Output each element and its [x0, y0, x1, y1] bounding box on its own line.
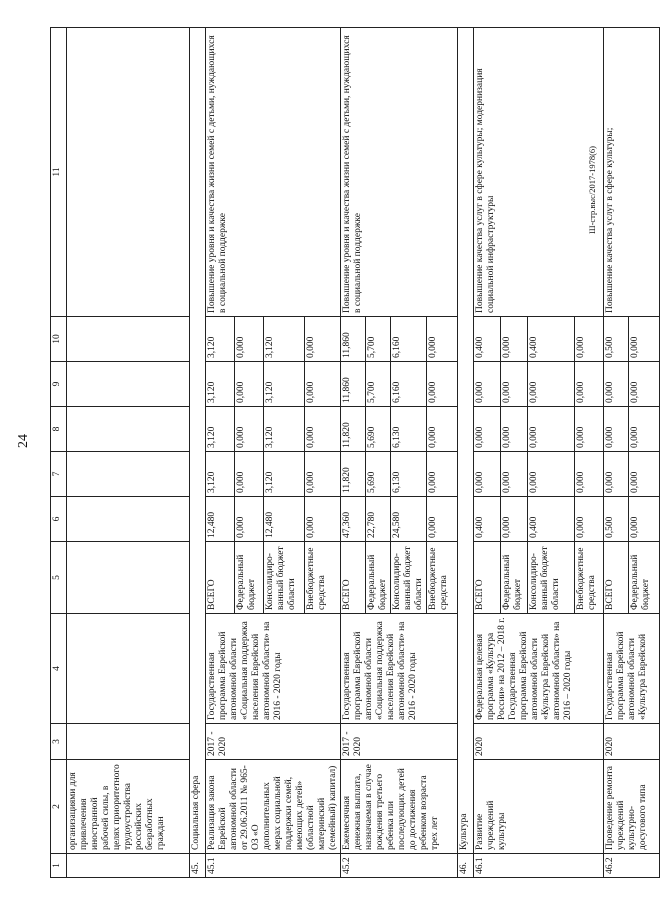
value-cell: 0,400	[528, 317, 575, 362]
item-period: 2017 - 2020	[341, 724, 458, 760]
value-cell: 0,000	[427, 497, 458, 542]
item-number: 45.1	[206, 854, 341, 878]
value-cell: 0,000	[629, 362, 660, 407]
header-cell: 5	[51, 542, 67, 614]
item-period: 2020	[474, 724, 604, 760]
value-cell: 0,000	[305, 317, 341, 362]
value-cell: 3,120	[206, 317, 235, 362]
value-cell: 0,000	[305, 452, 341, 497]
value-cell: 0,000	[474, 452, 501, 497]
funding-source: ВСЕГО	[206, 542, 235, 614]
value-cell: 0,000	[234, 497, 263, 542]
item-number: 45.2	[341, 854, 458, 878]
table-row	[604, 28, 629, 878]
value-cell: 0,000	[234, 317, 263, 362]
value-cell: 0,000	[474, 407, 501, 452]
budget-table	[50, 27, 660, 878]
value-cell: 0,400	[474, 497, 501, 542]
value-cell: 0,000	[427, 407, 458, 452]
value-cell: 3,120	[206, 407, 235, 452]
value-cell: 3,120	[206, 452, 235, 497]
funding-source: Федеральный бюджет	[501, 542, 528, 614]
value-cell: 0,000	[501, 362, 528, 407]
funding-source: Федеральный бюджет	[366, 542, 391, 614]
funding-source: Федеральный бюджет	[234, 542, 263, 614]
footer-document-code: Ш-стр.выс/2017-1978(6)	[587, 146, 598, 234]
header-cell: 2	[51, 760, 67, 854]
header-cell: 4	[51, 614, 67, 724]
item-name: Ежемесячная денежная выплата, назначаемая в случае рождения третьего ребенка или последующих детей до достижения ребенком возраста трех лет	[341, 760, 458, 854]
value-cell: 12,480	[263, 497, 305, 542]
item-number: 46.2	[604, 854, 660, 878]
section-title: Социальная сфера	[190, 28, 206, 854]
value-cell: 0,000	[427, 452, 458, 497]
value-cell: 0,500	[604, 317, 629, 362]
value-cell: 0,000	[234, 407, 263, 452]
value-cell: 0,000	[629, 317, 660, 362]
item-program: Федеральная целевая программа «Культура России» на 2012 – 2018 г. Государственная программа Еврейской автономной области «Культура Еврейской автономной области» на 2016 – 2020 годы	[474, 614, 604, 724]
value-cell: 11,860	[341, 362, 366, 407]
value-cell: 0,000	[629, 452, 660, 497]
value-cell: 6,160	[391, 362, 427, 407]
funding-source: Консолидиро-ванный бюджет области	[391, 542, 427, 614]
item-period: 2020	[604, 724, 660, 760]
value-cell: 6,160	[391, 317, 427, 362]
header-cell: 8	[51, 407, 67, 452]
value-cell: 0,000	[234, 362, 263, 407]
value-cell: 0,000	[575, 317, 604, 362]
section-title: Культура	[458, 28, 474, 854]
value-cell: 5,690	[366, 407, 391, 452]
value-cell: 0,000	[604, 452, 629, 497]
value-cell: 0,000	[575, 452, 604, 497]
item-number: 46.1	[474, 854, 604, 878]
value-cell: 0,000	[305, 362, 341, 407]
value-cell: 0,000	[528, 362, 575, 407]
value-cell: 0,000	[427, 362, 458, 407]
header-row	[51, 28, 67, 878]
header-cell: 3	[51, 724, 67, 760]
value-cell: 6,130	[391, 452, 427, 497]
value-cell: 6,130	[391, 407, 427, 452]
value-cell: 0,000	[427, 317, 458, 362]
value-cell: 0,000	[474, 362, 501, 407]
value-cell: 0,500	[604, 497, 629, 542]
table-row	[341, 28, 366, 878]
item-period: 2017 - 2020	[206, 724, 341, 760]
funding-source: ВСЕГО	[474, 542, 501, 614]
value-cell: 0,000	[604, 407, 629, 452]
item-name: Развитие учреждений культуры	[474, 760, 604, 854]
value-cell: 0,000	[629, 407, 660, 452]
header-cell: 6	[51, 497, 67, 542]
value-cell: 3,120	[206, 362, 235, 407]
expected-result: Повышение уровня и качества жизни семей с детьми, нуждающихся в социальной поддержке	[206, 28, 341, 317]
value-cell: 0,000	[575, 407, 604, 452]
section-row	[190, 28, 206, 878]
value-cell: 5,700	[366, 362, 391, 407]
value-cell: 0,000	[501, 452, 528, 497]
value-cell: 0,000	[528, 407, 575, 452]
value-cell: 0,000	[528, 452, 575, 497]
value-cell: 47,360	[341, 497, 366, 542]
expected-result: Повышение уровня и качества жизни семей с детьми, нуждающихся в социальной поддержке	[341, 28, 458, 317]
item-name: Реализация закона Еврейской автономной области от 29.06.2011 № 965-ОЗ «О дополнительных мерах социальной поддержки семей, имеющих детей» (областной материнский (семейный) капитал)	[206, 760, 341, 854]
value-cell: 3,120	[263, 362, 305, 407]
section-number: 45.	[190, 854, 206, 878]
value-cell: 0,000	[501, 317, 528, 362]
item-name: Проведение ремонта учреждений культурно-досугового типа	[604, 760, 660, 854]
expected-result: Повышение качества услуг в сфере культуры;	[604, 28, 660, 317]
value-cell: 0,000	[575, 362, 604, 407]
header-cell: 9	[51, 362, 67, 407]
table-row	[206, 28, 235, 878]
value-cell: 0,000	[234, 452, 263, 497]
item-program: Государственная программа Еврейской автономной области «Социальная поддержка населения Еврейской автономной области» на 2016 - 2020 годы	[341, 614, 458, 724]
item-program: Государственная программа Еврейской автономной области «Социальная поддержка населения Еврейской автономной области» на 2016 - 2020 годы	[206, 614, 341, 724]
value-cell: 11,820	[341, 452, 366, 497]
continuation-row	[67, 28, 190, 878]
value-cell: 12,480	[206, 497, 235, 542]
value-cell: 0,400	[528, 497, 575, 542]
expected-result: Повышение качества услуг в сфере культуры; модернизация социальной инфраструктуры	[474, 28, 604, 317]
value-cell: 0,000	[575, 497, 604, 542]
value-cell: 0,400	[474, 317, 501, 362]
header-cell: 11	[51, 28, 67, 317]
value-cell: 3,120	[263, 407, 305, 452]
header-cell: 1	[51, 854, 67, 878]
header-cell: 7	[51, 452, 67, 497]
value-cell: 0,000	[305, 497, 341, 542]
value-cell: 3,120	[263, 452, 305, 497]
value-cell: 22,780	[366, 497, 391, 542]
value-cell: 11,860	[341, 317, 366, 362]
funding-source: Консолидиро-ванный бюджет области	[263, 542, 305, 614]
value-cell: 0,000	[501, 407, 528, 452]
table-row	[474, 28, 501, 878]
value-cell: 5,690	[366, 452, 391, 497]
funding-source: Федеральный бюджет	[629, 542, 660, 614]
continuation-text: организациями для привлечения иностранной рабочей силы, в целях приоритетного трудоустройства российских безработных граждан	[67, 760, 190, 854]
funding-source: Консолидиро-ванный бюджет области	[528, 542, 575, 614]
value-cell: 3,120	[263, 317, 305, 362]
funding-source: Внебюджетные средства	[427, 542, 458, 614]
item-program: Государственная программа Еврейской автономной области «Культура Еврейской	[604, 614, 660, 724]
section-number: 46.	[458, 854, 474, 878]
funding-source: ВСЕГО	[341, 542, 366, 614]
value-cell: 0,000	[501, 497, 528, 542]
value-cell: 24,580	[391, 497, 427, 542]
funding-source: Внебюджетные средства	[575, 542, 604, 614]
page-number: 24	[16, 434, 31, 448]
value-cell: 11,820	[341, 407, 366, 452]
funding-source: Внебюджетные средства	[305, 542, 341, 614]
value-cell: 0,000	[305, 407, 341, 452]
funding-source: ВСЕГО	[604, 542, 629, 614]
value-cell: 0,000	[629, 497, 660, 542]
header-cell: 10	[51, 317, 67, 362]
value-cell: 0,000	[604, 362, 629, 407]
section-row	[458, 28, 474, 878]
value-cell: 5,700	[366, 317, 391, 362]
